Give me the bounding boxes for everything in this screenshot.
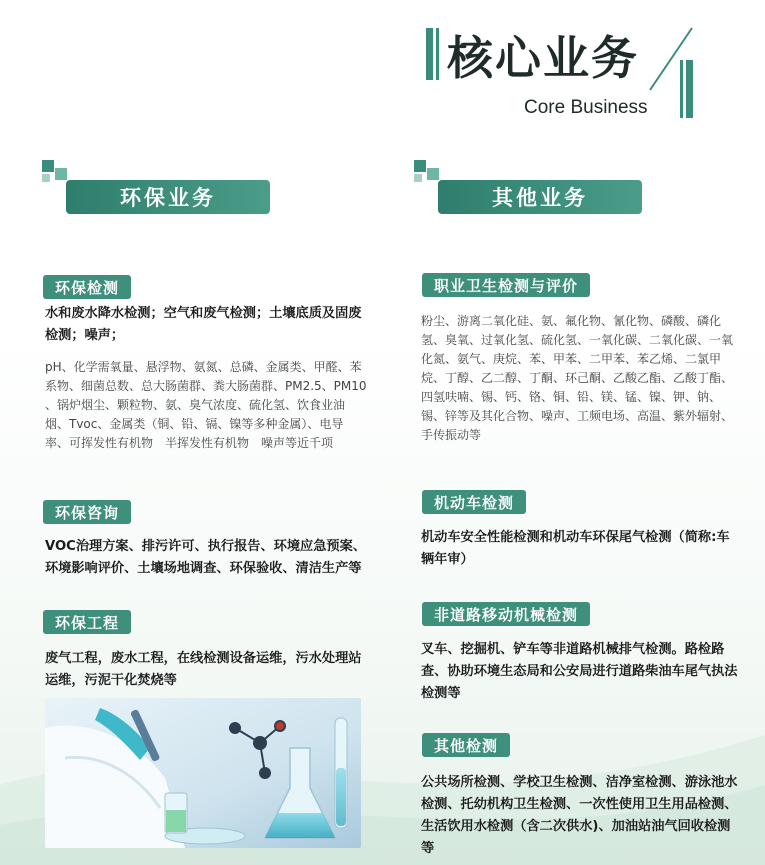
- env-testing-details: pH、化学需氧量、悬浮物、氨氮、总磷、金属类、甲醛、苯系物、细菌总数、总大肠菌群、粪大肠菌群、PM2.5、PM10 、锅炉烟尘、颗粒物、氨、臭气浓度、硫化氢、饮食业油烟、Tvoc、金属类（铜、铅、镉、镍等多种金属）、电导率、可挥发性有机物 半挥发性有机物 噪声等近千项: [45, 360, 367, 450]
- tag-vehicle-testing: 机动车检测: [422, 490, 526, 514]
- title-bar-right-thin: [680, 60, 683, 118]
- laboratory-photo: [45, 698, 361, 848]
- other-testing-text: 公共场所检测、学校卫生检测、洁净室检测、游泳池水检测、托幼机构卫生检测、一次性使用卫生用品检测、生活饮用水检测（含二次供水)、加油站油气回收检测等: [421, 775, 738, 856]
- page-subtitle: Core Business: [524, 97, 648, 118]
- section-title-right: 其他业务: [438, 180, 642, 214]
- title-bar-left: [426, 28, 433, 80]
- tag-env-engineering: 环保工程: [43, 610, 131, 634]
- tag-nonroad-machinery: 非道路移动机械检测: [422, 602, 590, 626]
- occupational-health-details: 粉尘、游离二氧化硅、氨、氟化物、氰化物、磷酸、磷化氢、臭氧、过氧化氢、硫化氢、一氧化碳、二氧化碳、一氧化氮、氨气、庚烷、苯、甲苯、二甲苯、苯乙烯、二氯甲烷、丁醇、乙二醇、丁酮、环己酮、乙酸乙酯、乙酸丁酯、四氢呋喃、锡、钙、铬、铜、铅、镁、锰、镍、钾、钠、锡、锌等及其化合物、噪声、工频电场、高温、紫外辐射、手传振动等: [421, 314, 734, 442]
- env-testing-summary: 水和废水降水检测；空气和废气检测；土壤底质及固废检测；噪声；: [45, 306, 362, 343]
- env-consulting-text: VOC治理方案、排污许可、执行报告、环境应急预案、环境影响评价、土壤场地调查、环保验收、清洁生产等: [45, 539, 366, 576]
- title-bar-left-thin: [436, 28, 439, 80]
- env-engineering-text: 废气工程，废水工程，在线检测设备运维，污水处理站运维，污泥干化焚烧等: [45, 651, 362, 688]
- tag-env-testing: 环保检测: [43, 275, 131, 299]
- nonroad-machinery-text: 叉车、挖掘机、铲车等非道路机械排气检测。路检路查、协助环境生态局和公安局进行道路柴油车尾气执法检测等: [421, 642, 738, 701]
- vehicle-testing-text: 机动车安全性能检测和机动车环保尾气检测（简称:车辆年审）: [421, 530, 730, 567]
- tag-other-testing: 其他检测: [422, 733, 510, 757]
- tag-occupational-health: 职业卫生检测与评价: [422, 273, 590, 297]
- section-title-left: 环保业务: [66, 180, 270, 214]
- page-title: 核心业务: [447, 31, 639, 85]
- tag-env-consulting: 环保咨询: [43, 500, 131, 524]
- title-bar-right: [686, 60, 693, 118]
